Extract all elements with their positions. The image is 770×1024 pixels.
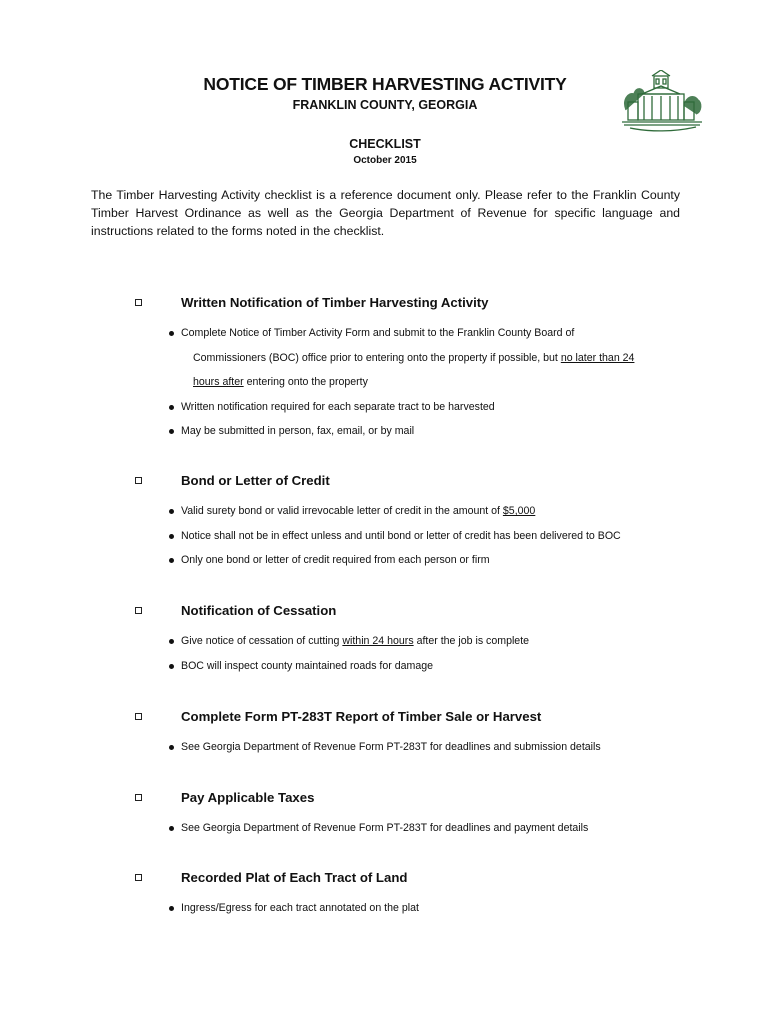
bullet-icon [169,534,174,539]
section-title: Complete Form PT-283T Report of Timber Sale or Harvest [181,709,542,724]
county-subtitle: FRANKLIN COUNTY, GEORGIA [292,98,478,112]
bullet-text: Commissioners (BOC) office prior to entering onto the property if possible, but [193,351,561,364]
bullet-text: Ingress/Egress for each tract annotated on the plat [181,902,419,914]
list-item [167,654,687,679]
checkbox[interactable] [135,794,142,801]
bullet-text: Complete Notice of Timber Activity Form and submit to the Franklin County Board of [181,327,575,339]
underlined-text: within 24 hours [342,635,414,647]
list-item [167,524,687,549]
bullet-text: Written notification required for each separate tract to be harvested [181,400,495,413]
bullet-icon [169,639,174,644]
underlined-text: no later than 24 [560,351,635,364]
checkbox[interactable] [135,713,142,720]
bullet-text: entering onto the property [243,376,368,388]
list-item [167,548,687,573]
list-item [167,816,687,841]
checkbox[interactable] [135,874,142,881]
bullet-list [167,321,687,444]
bullet-list [167,629,687,678]
bullet-icon [169,664,174,669]
checkbox[interactable] [135,607,142,614]
bullet-continuation [181,370,687,395]
courthouse-logo-icon [620,70,704,134]
underlined-text: hours after [193,376,244,388]
bullet-text: after the job is complete [413,635,530,647]
bullet-text: See Georgia Department of Revenue Form PT-283T for deadlines and submission details [181,741,601,753]
document-title: NOTICE OF TIMBER HARVESTING ACTIVITY [203,74,567,94]
checkbox[interactable] [135,299,142,306]
list-item [167,629,687,654]
bullet-list [167,896,687,921]
section-title: Notification of Cessation [181,603,337,618]
bullet-icon [169,558,174,563]
bullet-text: May be submitted in person, fax, email, or by mail [181,425,415,437]
bullet-text: Valid surety bond or valid irrevocable letter of credit in the amount of [181,505,503,517]
checklist-heading: CHECKLIST [349,137,421,151]
bullet-text: Notice shall not be in effect unless and until bond or letter of credit has been delivered to BOC [181,529,621,542]
document-date: October 2015 [353,155,417,166]
bullet-continuation [181,346,687,371]
underlined-text: $5,000 [502,505,536,517]
bullet-text: Only one bond or letter of credit required from each person or firm [181,554,490,566]
section-title: Written Notification of Timber Harvesting Activity [181,295,489,310]
bullet-text: BOC will inspect county maintained roads for damage [181,659,434,672]
bullet-icon [169,906,174,911]
list-item [167,321,687,395]
bullet-list [167,499,687,573]
section-title: Bond or Letter of Credit [181,473,330,488]
section-title: Pay Applicable Taxes [181,790,315,805]
bullet-list [167,816,687,841]
bullet-icon [169,826,174,831]
bullet-text: Give notice of cessation of cutting [181,635,343,647]
bullet-text: See Georgia Department of Revenue Form PT-283T for deadlines and payment details [181,822,589,834]
list-item [167,499,687,524]
bullet-icon [169,745,174,750]
bullet-icon [169,405,174,410]
bullet-icon [169,429,174,434]
list-item [167,395,687,420]
list-item [167,896,687,921]
list-item [167,735,687,760]
bullet-icon [169,509,174,514]
intro-paragraph: The Timber Harvesting Activity checklist is a reference document only. Please refer to the Franklin County Timber Harvest Ordinance as well as the Georgia Department of Revenue for specific language and instructions related to the forms noted in the checklist. [91,188,680,238]
list-item [167,419,687,444]
bullet-icon [169,331,174,336]
checkbox[interactable] [135,477,142,484]
bullet-list [167,735,687,760]
section-title: Recorded Plat of Each Tract of Land [181,870,408,885]
